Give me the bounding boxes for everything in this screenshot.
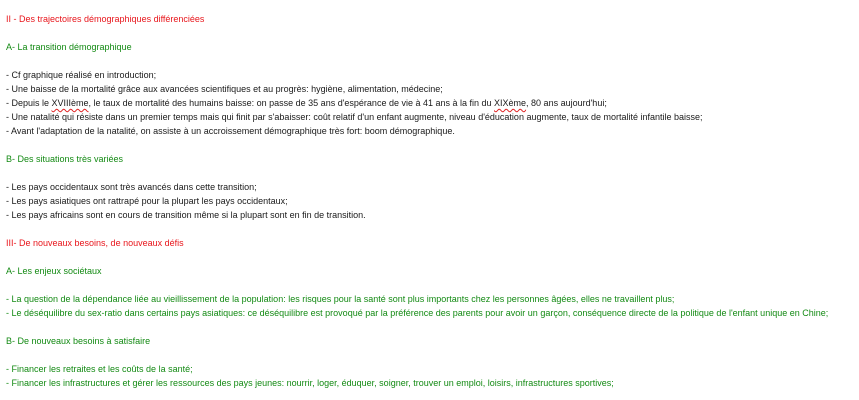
subsection-heading: B- De nouveaux besoins à satisfaire [6,336,151,346]
bullet-line: - Une baisse de la mortalité grâce aux avancées scientifiques et au progrès: hygiène, alimentation, médecine; [6,84,443,94]
blank-line [6,26,859,40]
section-heading: III- De nouveaux besoins, de nouveaux défis [6,238,184,248]
bullet-line: - Les pays asiatiques ont rattrapé pour la plupart les pays occidentaux; [6,196,288,206]
bullet-line: - Financer les infrastructures et gérer les ressources des pays jeunes: nourrir, loger, éduquer, soigner, trouver un emploi, loisirs, infrastructures sportives; [6,378,614,388]
blank-line [6,320,859,334]
document-body[interactable] [6,12,859,390]
subsection-heading: A- Les enjeux sociétaux [6,266,102,276]
bullet-line [6,96,859,110]
bullet-text: , 80 ans aujourd'hui; [526,98,607,108]
blank-line [6,166,859,180]
blank-line [6,222,859,236]
subsection-heading: A- La transition démographique [6,42,132,52]
bullet-line: - Le déséquilibre du sex-ratio dans certains pays asiatiques: ce déséquilibre est provoqué par la préférence des parents pour avoir un garçon, conséquence directe de la politique de l'enfant unique en Chine; [6,308,829,318]
bullet-line: - Avant l'adaptation de la natalité, on assiste à un accroissement démographique très fort: boom démographique. [6,126,455,136]
bullet-text: - Depuis le [6,98,52,108]
subsection-heading: B- Des situations très variées [6,154,124,164]
bullet-line: - La question de la dépendance liée au vieillissement de la population: les risques pour la santé sont plus importants chez les personnes âgées, elles ne travaillent plus; [6,294,675,304]
blank-line [6,278,859,292]
section-heading: II - Des trajectoires démographiques différenciées [6,14,205,24]
blank-line [6,54,859,68]
bullet-line: - Les pays occidentaux sont très avancés dans cette transition; [6,182,257,192]
blank-line [6,138,859,152]
blank-line [6,348,859,362]
bullet-line: - Financer les retraites et les coûts de la santé; [6,364,193,374]
bullet-text: , le taux de mortalité des humains baisse: on passe de 35 ans d'espérance de vie à 41 ans à la fin du [88,98,495,108]
spellcheck-word[interactable]: XVIIIème [51,98,89,108]
bullet-line: - Les pays africains sont en cours de transition même si la plupart sont en fin de transition. [6,210,366,220]
spellcheck-word[interactable]: XIXème [494,98,527,108]
bullet-line: - Une natalité qui résiste dans un premier temps mais qui finit par s'abaisser: coût relatif d'un enfant augmente, niveau d'éducation augmente, taux de mortalité infantile baisse; [6,112,703,122]
blank-line [6,250,859,264]
bullet-line: - Cf graphique réalisé en introduction; [6,70,157,80]
